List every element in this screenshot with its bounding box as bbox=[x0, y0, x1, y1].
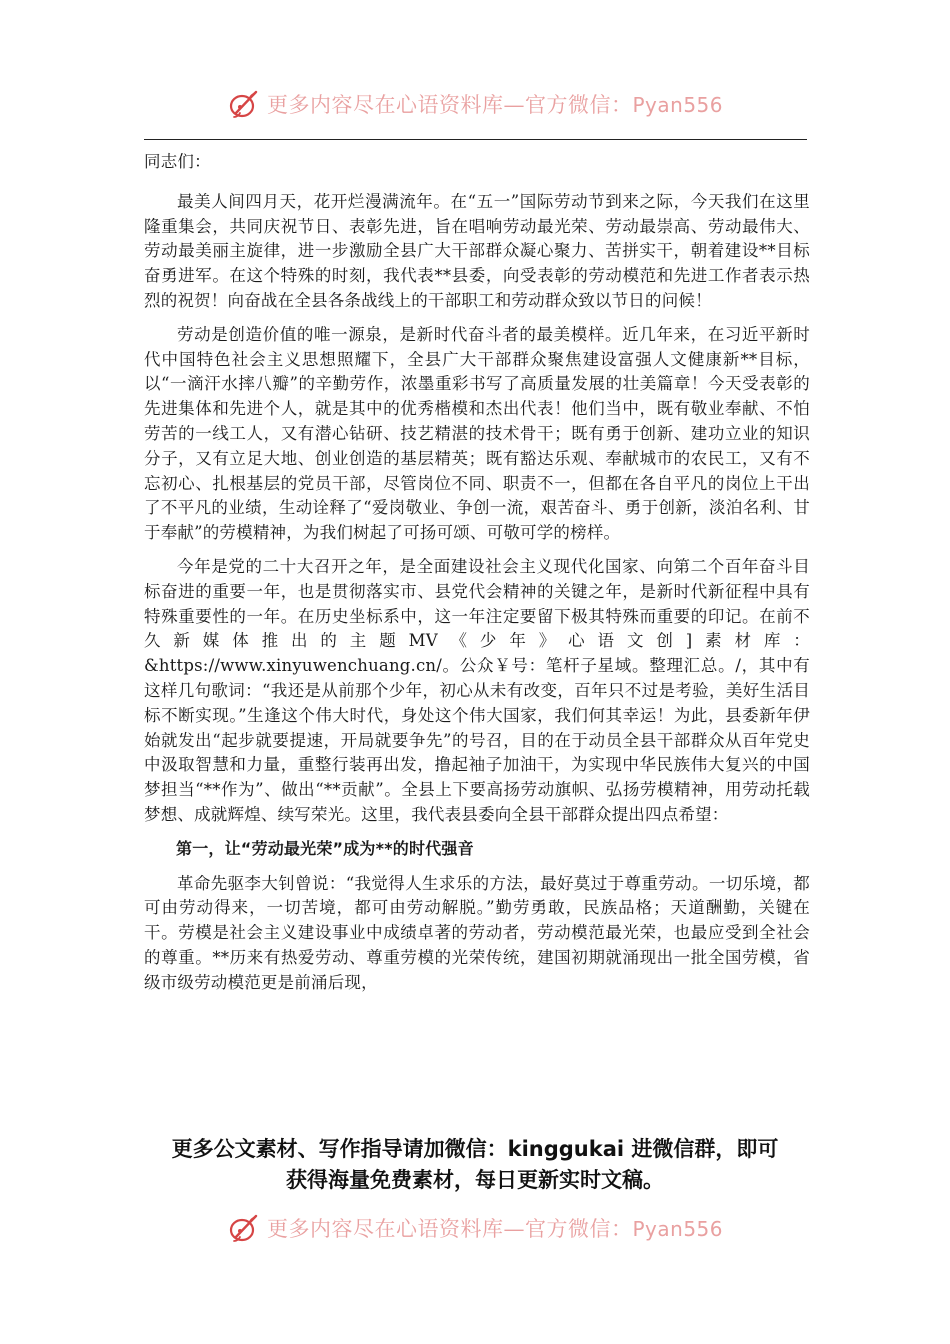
header-watermark-banner bbox=[0, 82, 950, 126]
salutation: 同志们： bbox=[144, 152, 211, 171]
paragraph-labor-value: 劳动是创造价值的唯一源泉，是新时代奋斗者的最美模样。近几年来，在习近平新时代中国特色社会主义思想照耀下，全县广大干部群众聚焦建设富强人文健康新**目标，以“一滴汗水摔八瓣”的辛勤劳作，浓墨重彩书写了高质量发展的壮美篇章！今天受表彰的先进集体和先进个人，就是其中的优秀楷模和杰出代表！他们当中，既有敬业奉献、不怕劳苦的一线工人，又有潜心钻研、技艺精湛的技术骨干；既有勇于创新、建功立业的知识分子，又有立足大地、创业创造的基层精英；既有豁达乐观、奉献城市的农民工，又有不忘初心、扎根基层的党员干部，尽管岗位不同、职责不一，但都在各自平凡的岗位上干出了不平凡的业绩，生动诠释了“爱岗敬业、争创一流，艰苦奋斗、勇于创新，淡泊名利、甘于奉献”的劳模精神，为我们树起了可扬可颂、可敬可学的榜样。 bbox=[144, 324, 810, 543]
promo-line-2: 获得海量免费素材，每日更新实时文稿。 bbox=[286, 1168, 664, 1192]
quill-pen-logo-icon bbox=[227, 86, 263, 122]
header-wechat-id: Pyan556 bbox=[632, 93, 723, 117]
footer-watermark-banner bbox=[0, 1206, 950, 1250]
footer-wechat-id: Pyan556 bbox=[632, 1217, 723, 1241]
quill-pen-logo-icon bbox=[227, 1210, 263, 1246]
section-heading-1: 第一，让“劳动最光荣”成为**的时代强音 bbox=[176, 838, 474, 858]
paragraph-li-dazhao-quote: 革命先驱李大钊曾说：“我觉得人生求乐的方法，最好莫过于尊重劳动。一切乐境，都可由劳动得来，一切苦境，都可由劳动解脱。”勤劳勇敢，民族品格；天道酬勤，关键在干。劳模是社会主义建设事业中成绩卓著的劳动者，劳动模范最光荣，也最应受到全社会的尊重。**历来有热爱劳动、尊重劳模的光荣传统，建国初期就涌现出一批全国劳模，省级市级劳动模范更是前涌后现， bbox=[144, 873, 810, 992]
promo-message bbox=[100, 1134, 850, 1196]
paragraph-this-year: 今年是党的二十大召开之年，是全面建设社会主义现代化国家、向第二个百年奋斗目标奋进的重要一年，也是贯彻落实市、县党代会精神的关键之年，是新时代新征程中具有特殊重要性的一年。在历史坐标系中，这一年注定要留下极其特殊而重要的印记。在前不久新媒体推出的主题MV《少年》心语文创]素材库：&https://www.xinyuwenchuang.cn/。公众￥号：笔杆子星域。整理汇总。/，其中有这样几句歌词：“我还是从前那个少年，初心从未有改变，百年只不过是考验，美好生活目标不断实现。”生逢这个伟大时代，身处这个伟大国家，我们何其幸运！为此，县委新年伊始就发出“起步就要提速，开局就要争先”的号召，目的在于动员全县干部群众从百年党史中汲取智慧和力量，重整行装再出发，撸起袖子加油干，为实现中华民族伟大复兴的中国梦担当“**作为”、做出“**贡献”。全县上下要高扬劳动旗帜、弘扬劳模精神，用劳动托载梦想、成就辉煌、续写荣光。这里，我代表县委向全县干部群众提出四点希望： bbox=[144, 556, 810, 824]
paragraph-intro: 最美人间四月天，花开烂漫满流年。在“五一”国际劳动节到来之际，今天我们在这里隆重集会，共同庆祝节日、表彰先进，旨在唱响劳动最光荣、劳动最崇高、劳动最伟大、劳动最美丽主旋律，进一步激励全县广大干部群众凝心聚力、苦拼实干，朝着建设**目标奋勇进军。在这个特殊的时刻，我代表**县委，向受表彰的劳动模范和先进工作者表示热烈的祝贺！向奋战在全县各条战线上的干部职工和劳动群众致以节日的问候！ bbox=[144, 191, 810, 310]
header-divider bbox=[144, 139, 807, 140]
promo-line-1: 更多公文素材、写作指导请加微信：kinggukai 进微信群，即可 bbox=[171, 1137, 779, 1161]
footer-banner-text: 更多内容尽在心语资料库—官方微信：Pyan556 bbox=[266, 1217, 723, 1241]
header-banner-text: 更多内容尽在心语资料库—官方微信：Pyan556 bbox=[266, 93, 723, 117]
document-body bbox=[144, 150, 810, 1005]
